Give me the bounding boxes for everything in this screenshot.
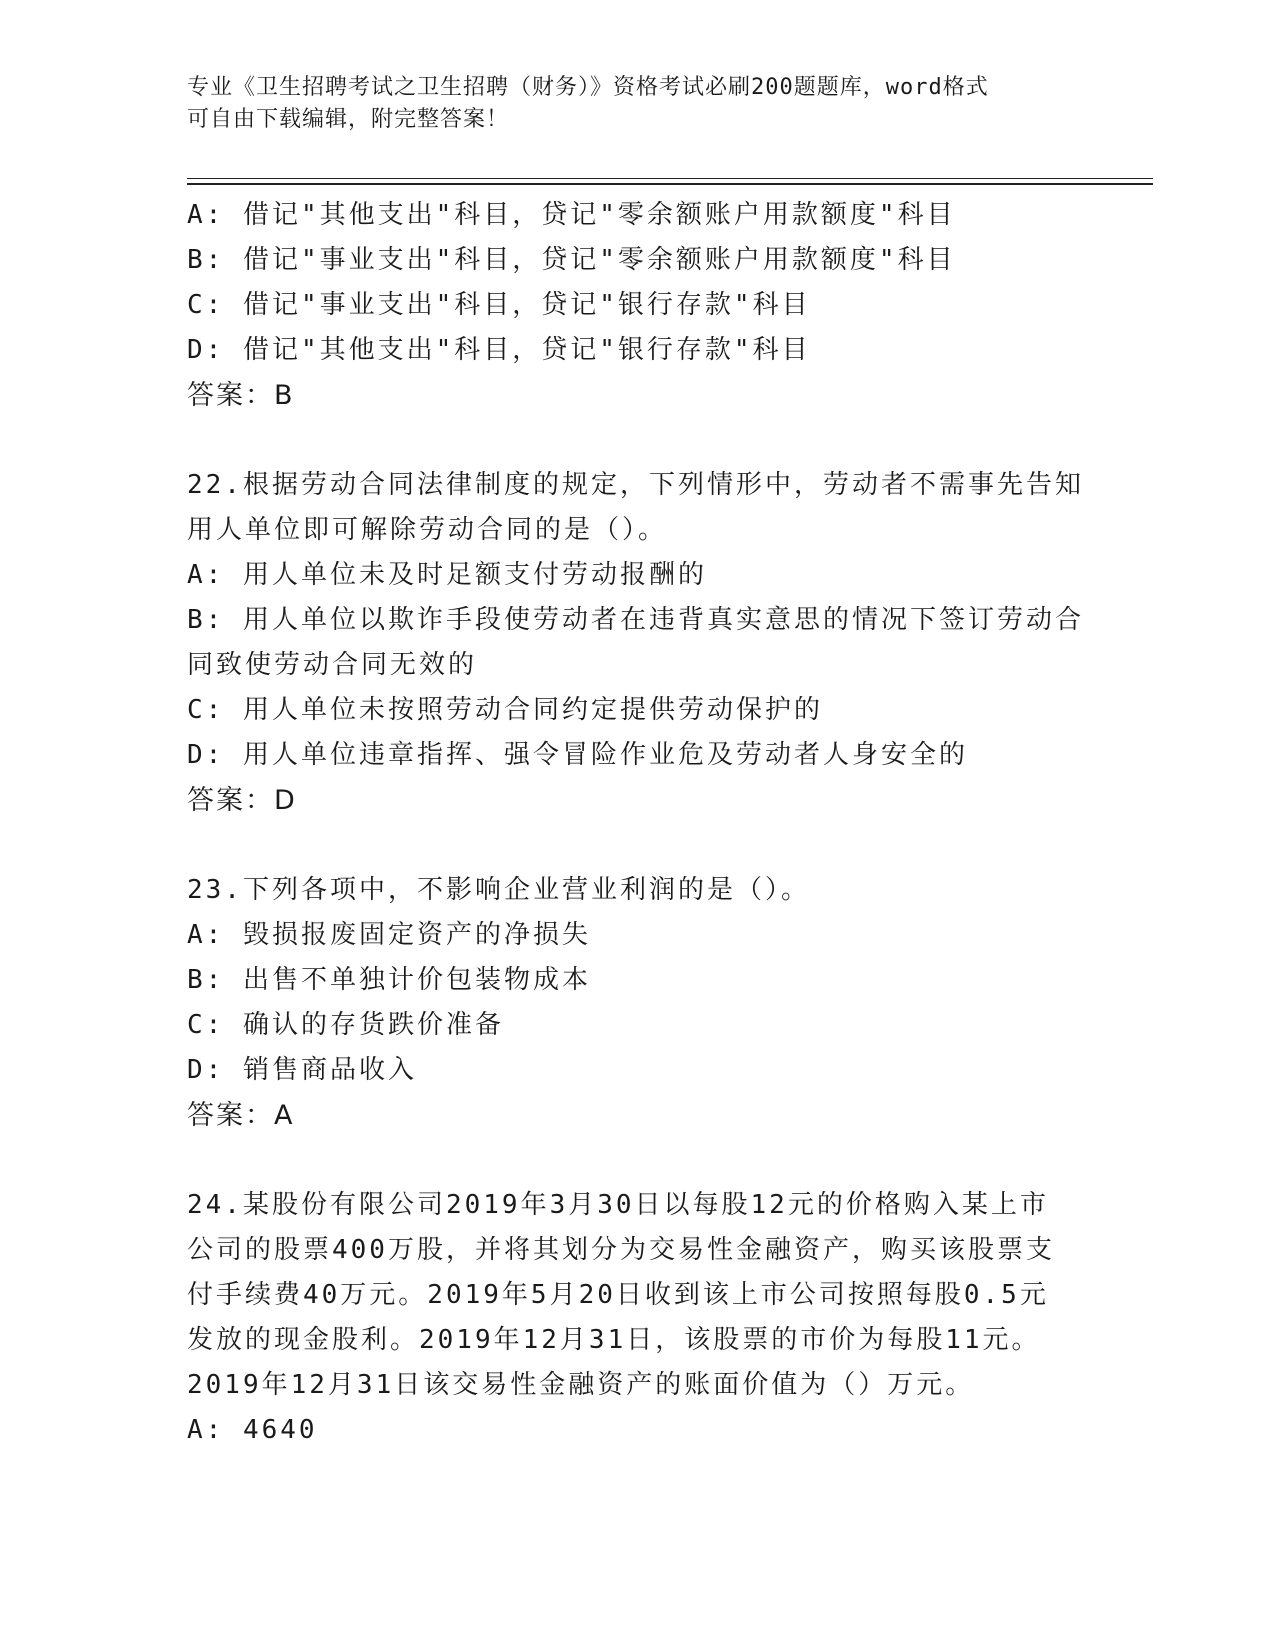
option-a: A: 4640: [187, 1415, 318, 1445]
question-spacer: [187, 1138, 1087, 1183]
question-stem-line: 22.根据劳动合同法律制度的规定，下列情形中，劳动者不需事先告知: [187, 470, 1084, 500]
option-c: C: 确认的存货跌价准备: [187, 1010, 504, 1040]
header-title-line-2: 可自由下载编辑，附完整答案！: [187, 107, 510, 132]
question-stem-line: 24.某股份有限公司2019年3月30日以每股12元的价格购入某上市: [187, 1190, 1049, 1220]
question-22-block: [187, 463, 1087, 823]
option-c: C: 用人单位未按照劳动合同约定提供劳动保护的: [187, 695, 823, 725]
question-spacer: [187, 418, 1087, 463]
option-b-continued: 同致使劳动合同无效的: [187, 650, 478, 680]
question-spacer: [187, 823, 1087, 868]
header-title-line-1: 专业《卫生招聘考试之卫生招聘（财务）》资格考试必刷200题题库，word格式: [187, 75, 989, 100]
option-b: B: 出售不单独计价包装物成本: [187, 965, 591, 995]
option-c: C: 借记"事业支出"科目，贷记"银行存款"科目: [187, 290, 811, 320]
question-stem-line: 用人单位即可解除劳动合同的是（）。: [187, 515, 668, 545]
header-divider-thin: [187, 178, 1153, 179]
question-23-block: [187, 868, 1087, 1138]
option-d: D: 用人单位违章指挥、强令冒险作业危及劳动者人身安全的: [187, 740, 968, 770]
question-stem-line: 23.下列各项中，不影响企业营业利润的是（）。: [187, 875, 810, 905]
question-24-block: [187, 1183, 1087, 1453]
question-stem-line: 2019年12月31日该交易性金融资产的账面价值为（）万元。: [187, 1370, 975, 1400]
question-stem-line: 公司的股票400万股，并将其划分为交易性金融资产，购买该股票支: [187, 1235, 1055, 1265]
answer-label: 答案：B: [187, 380, 295, 411]
question-21-block: [187, 193, 1087, 418]
header-divider-thick: [187, 183, 1153, 185]
answer-label: 答案：A: [187, 1100, 295, 1131]
question-stem-line: 发放的现金股利。2019年12月31日，该股票的市价为每股11元。: [187, 1325, 1041, 1355]
option-b: B: 借记"事业支出"科目，贷记"零余额账户用款额度"科目: [187, 245, 956, 275]
option-a: A: 用人单位未及时足额支付劳动报酬的: [187, 560, 707, 590]
document-header: [187, 72, 1087, 136]
option-d: D: 借记"其他支出"科目，贷记"银行存款"科目: [187, 335, 811, 365]
option-b: B: 用人单位以欺诈手段使劳动者在违背真实意思的情况下签订劳动合: [187, 605, 1084, 635]
question-stem-line: 付手续费40万元。2019年5月20日收到该上市公司按照每股0.5元: [187, 1280, 1049, 1310]
option-d: D: 销售商品收入: [187, 1055, 417, 1085]
answer-label: 答案：D: [187, 785, 297, 816]
question-list: [187, 193, 1087, 1453]
option-a: A: 毁损报废固定资产的净损失: [187, 920, 591, 950]
option-a: A: 借记"其他支出"科目，贷记"零余额账户用款额度"科目: [187, 200, 956, 230]
